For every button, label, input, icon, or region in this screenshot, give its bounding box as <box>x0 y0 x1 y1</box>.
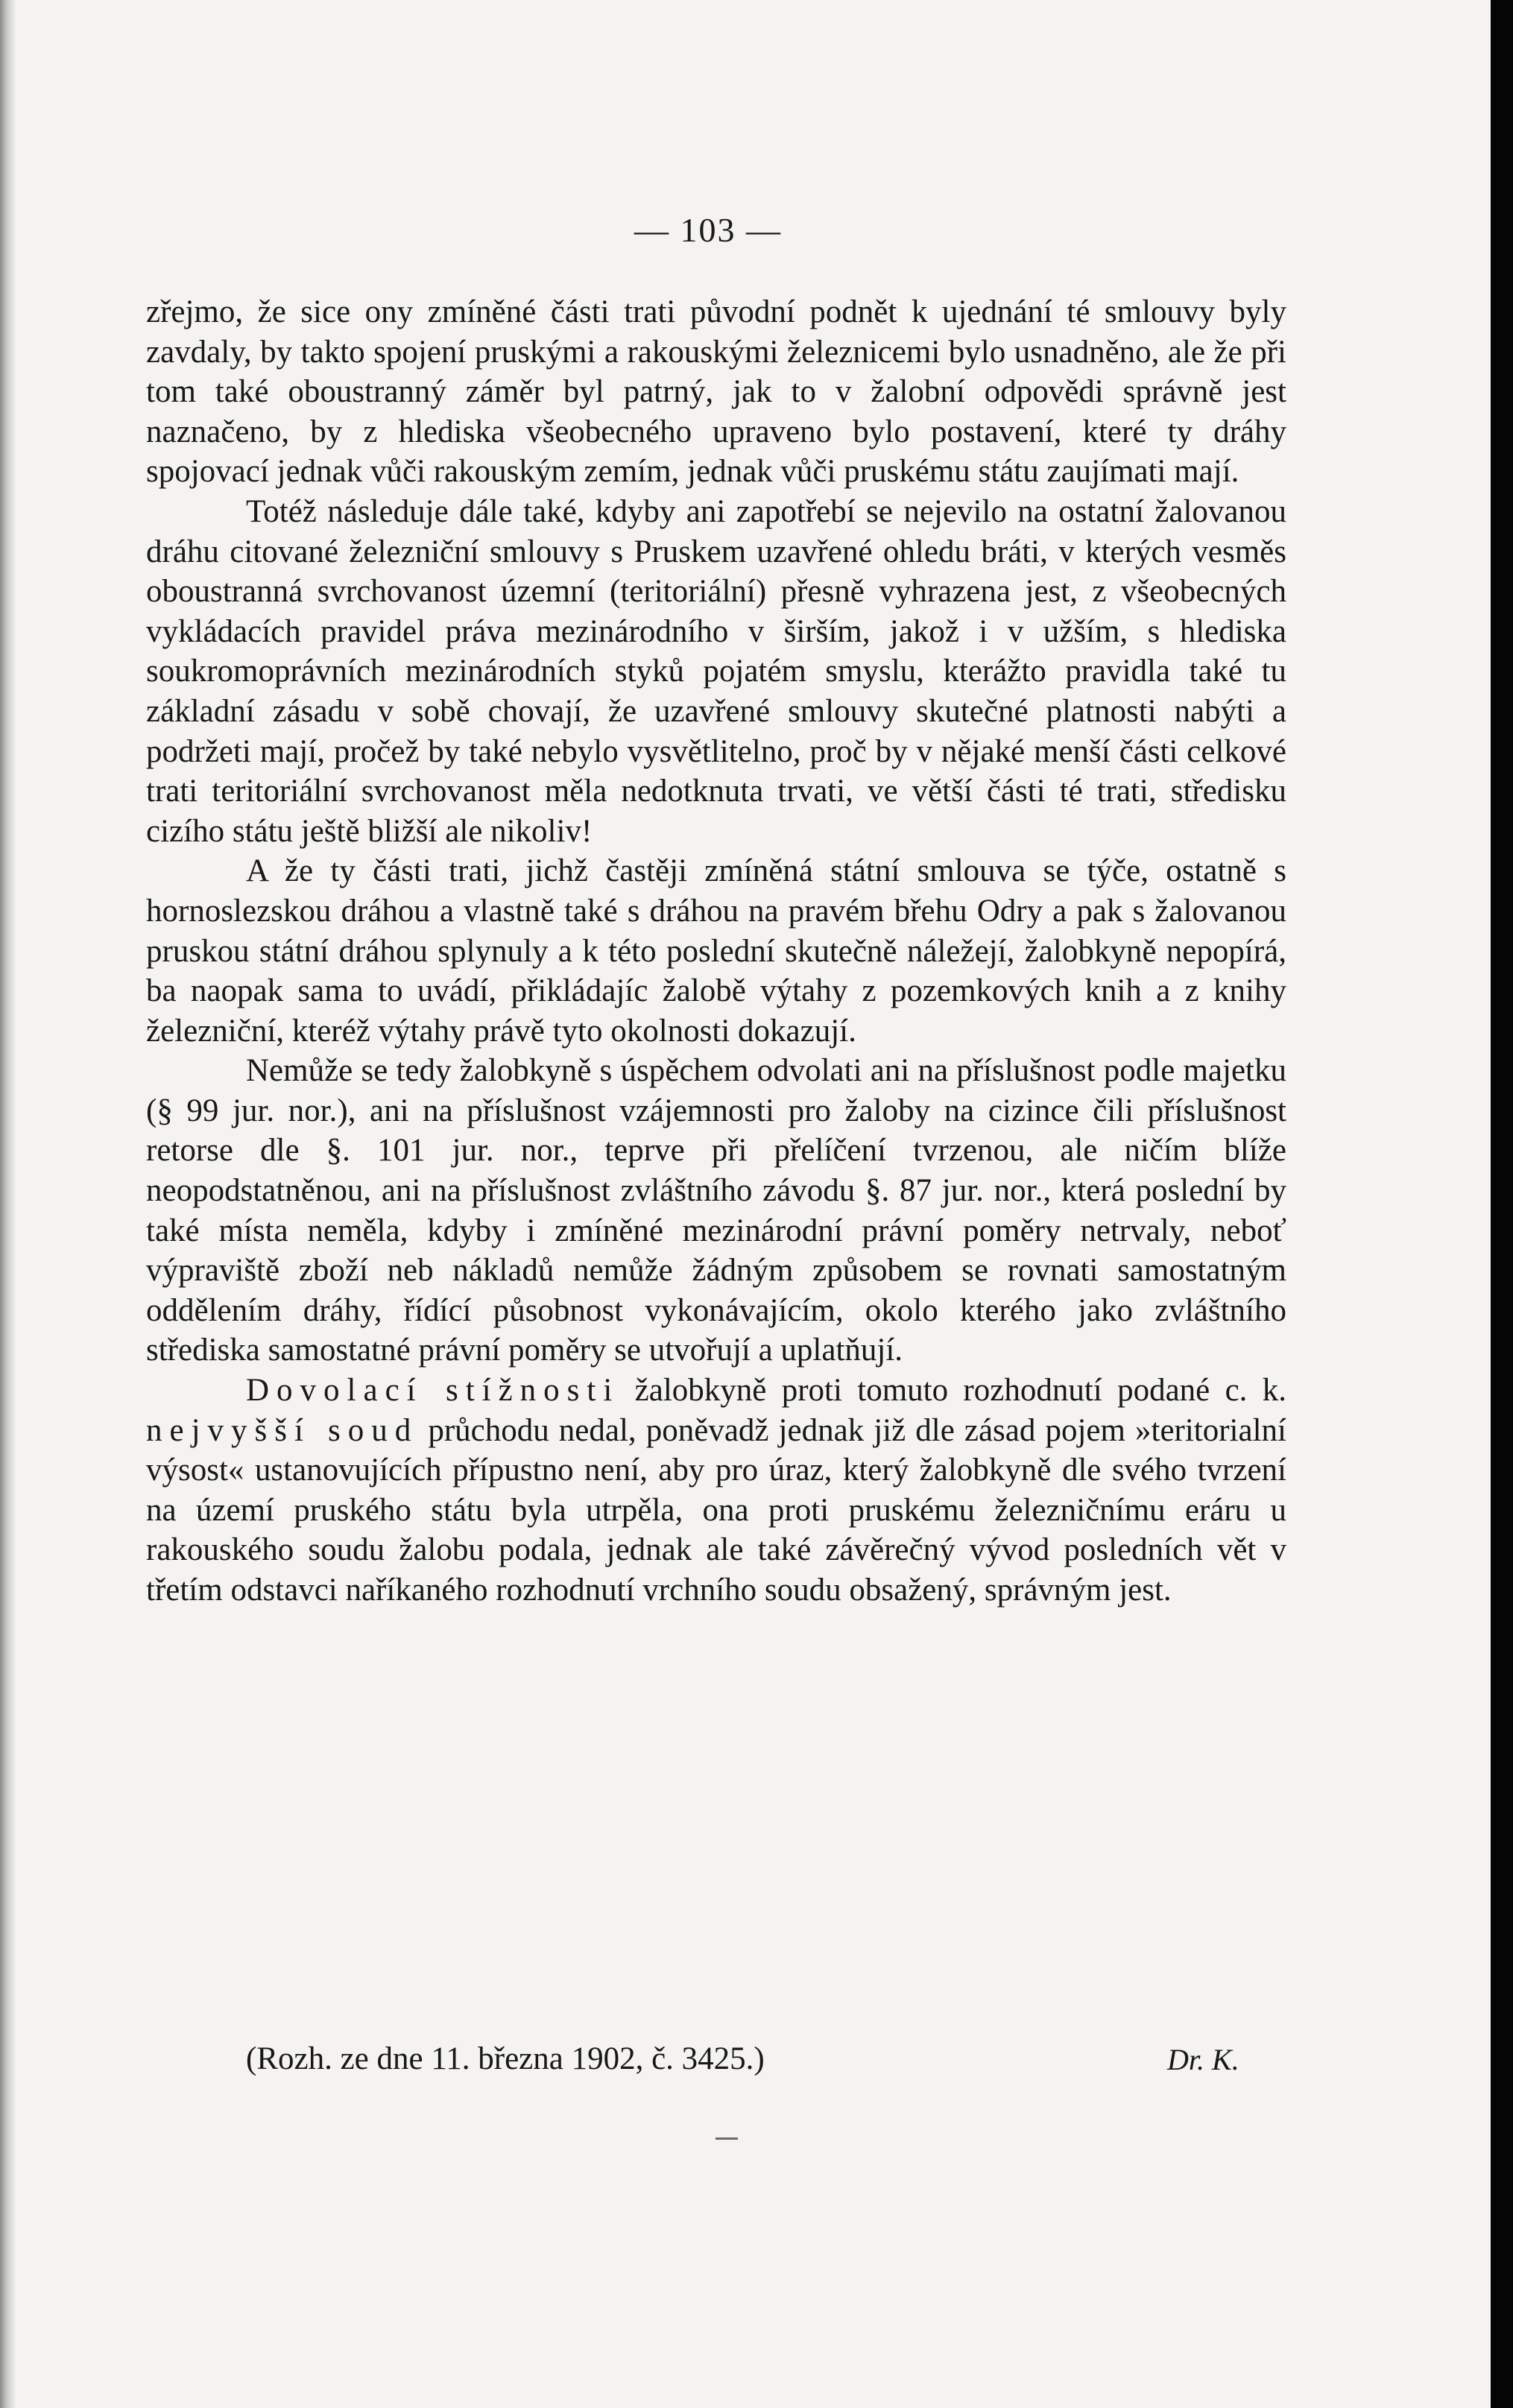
paragraph-5 <box>146 1371 1286 1611</box>
paragraph-5-text-2: průchodu nedal, poněvadž jednak již dle zásad pojem »teritorialní výsost« ustanovujících přípustno není, aby pro úraz, který žalobkyně dle svého tvrzení na území pruského státu byla utrpěla, ona proti pruskému železničnímu eráru u rakouského soudu žalobu podala, jednak ale také závěrečný vývod posledních vět v třetím odstavci naříkaného rozhodnutí vrchního soudu obsažený, správným jest. <box>146 1412 1286 1608</box>
paragraph-5-emphasis-2: nejvyšší soud <box>146 1412 419 1448</box>
author-signature: Dr. K. <box>1167 2043 1239 2076</box>
body-text <box>146 292 1286 1611</box>
paragraph-1: zřejmo, že sice ony zmíněné části trati původní podnět k ujednání té smlouvy byly zavdaly, by takto spojení pruskými a rakouskými železnicemi bylo usnadněno, ale že při tom také oboustranný záměr byl patrný, jak to v žalobní odpovědi správně jest naznačeno, by z hlediska všeobecného upraveno bylo postavení, které ty dráhy spojovací jednak vůči rakouským zemím, jednak vůči pruskému státu zaujímati mají. <box>146 294 1286 490</box>
page-binding-shadow <box>0 0 16 2408</box>
paragraph-4: Nemůže se tedy žalobkyně s úspěchem odvolati ani na příslušnost podle majetku (§ 99 jur. nor.), ani na příslušnost vzájemnosti pro žaloby na cizince čili příslušnost retorse dle §. 101 jur. nor., teprve při přelíčení tvrzenou, ale ničím blíže neopodstatněnou, ani na příslušnost zvláštního závodu §. 87 jur. nor., která poslední by také místa neměla, kdyby i zmíněné mezinárodní právní poměry netrvaly, neboť výpraviště zboží neb nákladů nemůže žádným způsobem se rovnati samostatným oddělením dráhy, řídící působnost vykonávajícím, okolo kterého jako zvláštního střediska samostatné právní poměry se utvořují a uplatňují. <box>146 1053 1286 1368</box>
paragraph-3: A že ty části trati, jichž častěji zmíněná státní smlouva se týče, ostatně s hornoslezskou dráhou a vlastně také s dráhou na pravém břehu Odry a pak s žalovanou pruskou státní dráhou splynuly a k této poslední skutečně náležejí, žalobkyně nepopírá, ba naopak sama to uvádí, přikládajíc žalobě výtahy z pozemkových knih a z knihy železniční, kteréž výtahy právě tyto okolnosti dokazují. <box>146 853 1286 1049</box>
decision-citation: (Rozh. ze dne 11. března 1902, č. 3425.) <box>246 2041 765 2076</box>
bottom-mark <box>716 2137 738 2140</box>
scan-edge <box>1491 0 1513 2408</box>
paragraph-5-text-1: žalobkyně proti tomuto rozhodnutí podané c. k. <box>619 1373 1287 1409</box>
paragraph-5-emphasis-1: Dovolací stížnosti <box>246 1373 620 1409</box>
page-number: — 103 — <box>634 211 782 249</box>
paragraph-2: Totéž následuje dále také, kdyby ani zapotřebí se nejevilo na ostatní žalovanou dráhu citované železniční smlouvy s Pruskem uzavřené ohledu bráti, v kterých vesměs oboustranná svrchovanost územní (teritoriální) přesně vyhrazena jest, z všeobecných vykládacích pravidel práva mezinárodního v širším, jakož i v užším, s hlediska soukromoprávních mezinárodních styků pojatém smyslu, kterážto pravidla také tu základní zásadu v sobě chovají, že uzavřené smlouvy skutečné platnosti nabýti a podržeti mají, pročež by také nebylo vysvětlitelno, proč by v nějaké menší části celkové trati teritoriální svrchovanost měla nedotknuta trvati, ve větší části té trati, středisku cizího státu ještě bližší ale nikoliv! <box>146 493 1286 849</box>
